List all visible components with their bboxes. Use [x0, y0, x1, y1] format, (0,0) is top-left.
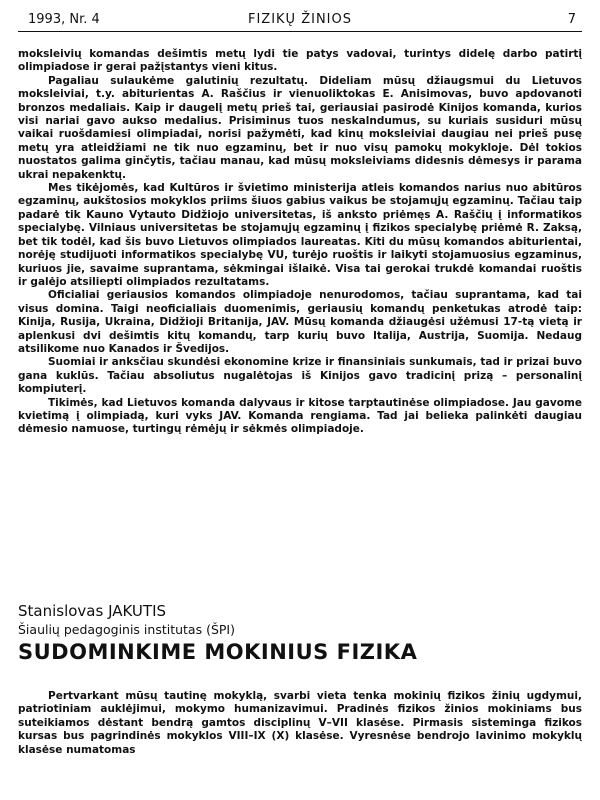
issue-number: 1993, Nr. 4: [28, 12, 100, 27]
paragraph: Pagaliau sulaukėme galutinių rezultatų. Dideliam mūsų džiaugsmui du Lietuvos moksleiviai, t.y. abiturientas A. Raščius ir vienuoliktokas E. Anisimovas, buvo apdovanoti bronzos medaliais. Kaip ir daugelį metų prieš tai, geriausiai pasirodė Kinijos komanda, kurios visi nariai gavo aukso medalius. Prisiminus tuos neskalndumus, su kuriais susiduri mūsų vaikai ruošdamiesi olimpiadai, norisi pažymėti, kad kinų moksleiviai daugiau nei prieš pusę metų yra atleidžiami ne tik nuo egzaminų, bet ir nuo visų pamokų mokykloje. Dėl tokios nuostatos galima ginčytis, tačiau manau, kad mūsų moksleiviams didesnis dėmesys ir parama ukrai nepakenktų.: [18, 74, 582, 181]
paragraph: Pertvarkant mūsų tautinę mokyklą, svarbi vieta tenka mokinių fizikos žinių ugdymui, patriotiniam auklėjimui, mokymo humanizavimui. Pradinės fizikos žinios mokiniams bus suteikiamos dėstant bendrą gamtos disciplinų V–VII klasėse. Pirmasis sisteminga fizikos kursas bus pagrindinės mokyklos VIII–IX (X) klasėse. Vyresnėse bendrojo lavinimo mokyklų klasėse numatomas: [18, 690, 582, 756]
header-rule: [18, 31, 582, 32]
article-title: SUDOMINKIME MOKINIUS FIZIKA: [18, 640, 418, 664]
paragraph: moksleivių komandas dešimtis metų lydi tie patys vadovai, turintys didelę darbo patirtį olimpiadose ir gerai pažįstantys vieni kitus.: [18, 48, 582, 74]
author-name: Stanislovas JAKUTIS: [18, 602, 167, 620]
author-institution: Šiaulių pedagoginis institutas (ŠPI): [18, 622, 235, 637]
page-header: [18, 8, 582, 30]
paragraph: Suomiai ir anksčiau skundėsi ekonomine krize ir finansiniais sunkumais, tad ir prizai buvo gana kuklūs. Tačiau absoliutus nugalėtojas iš Kinijos gavo tradicinį prizą – personalinį kompiuterį.: [18, 356, 582, 396]
paragraph: Tikimės, kad Lietuvos komanda dalyvaus ir kitose tarptautinėse olimpiadose. Jau gavome kvietimą į olimpiadą, kuri vyks JAV. Komanda rengiama. Tad jai belieka palinkėti daugiau dėmesio namuose, turtingų rėmėjų ir sėkmės olimpiadoje.: [18, 396, 582, 436]
article-body: [18, 690, 582, 757]
page-number: 7: [567, 12, 576, 27]
paragraph: Mes tikėjomės, kad Kultūros ir švietimo ministerija atleis komandos narius nuo abitūros egzaminų, aukštosios mokyklos priims šiuos gabius vaikus be stojamųjų egzaminų. Tačiau taip padarė tik Kauno Vytauto Didžiojo universitetas, iš anksto priėmęs A. Raščių į informatikos specialybę. Vilniaus universitetas be stojamųjų egzaminų į fizikos specialybę priėmė R. Zaksą, bet tik todėl, kad šis buvo Lietuvos olimpiados laureatas. Kiti du mūsų komandos abiturientai, norėję studijuoti informatikos specialybę VU, turėjo ruoštis ir laikyti stojamuosius egzaminus, kuriuos jie, savaime suprantama, sėkmingai išlaikė. Visa tai gerokai trukdė komandai ruoštis ir galėjo atsiliepti olimpiados rezultatams.: [18, 182, 582, 288]
article-body-continued: [18, 48, 582, 437]
paragraph: Oficialiai geriausios komandos olimpiadoje nenurodomos, tačiau suprantama, kad tai visus domina. Taigi neoficialiais duomenimis, geriausių komandų penketukas atrodė taip: Kinija, Rusija, Ukraina, Didžioji Britanija, JAV. Mūsų komanda džiaugėsi užėmusi 17-tą vietą ir aplenkusi dvi dešimtis kitų komandų, tarp kurių buvo Italija, Austrija, Suomija. Nedaug atsilikome nuo Kanados ir Švedijos.: [18, 289, 582, 355]
author-byline: [18, 602, 578, 637]
journal-title: FIZIKŲ ŽINIOS: [247, 12, 352, 27]
